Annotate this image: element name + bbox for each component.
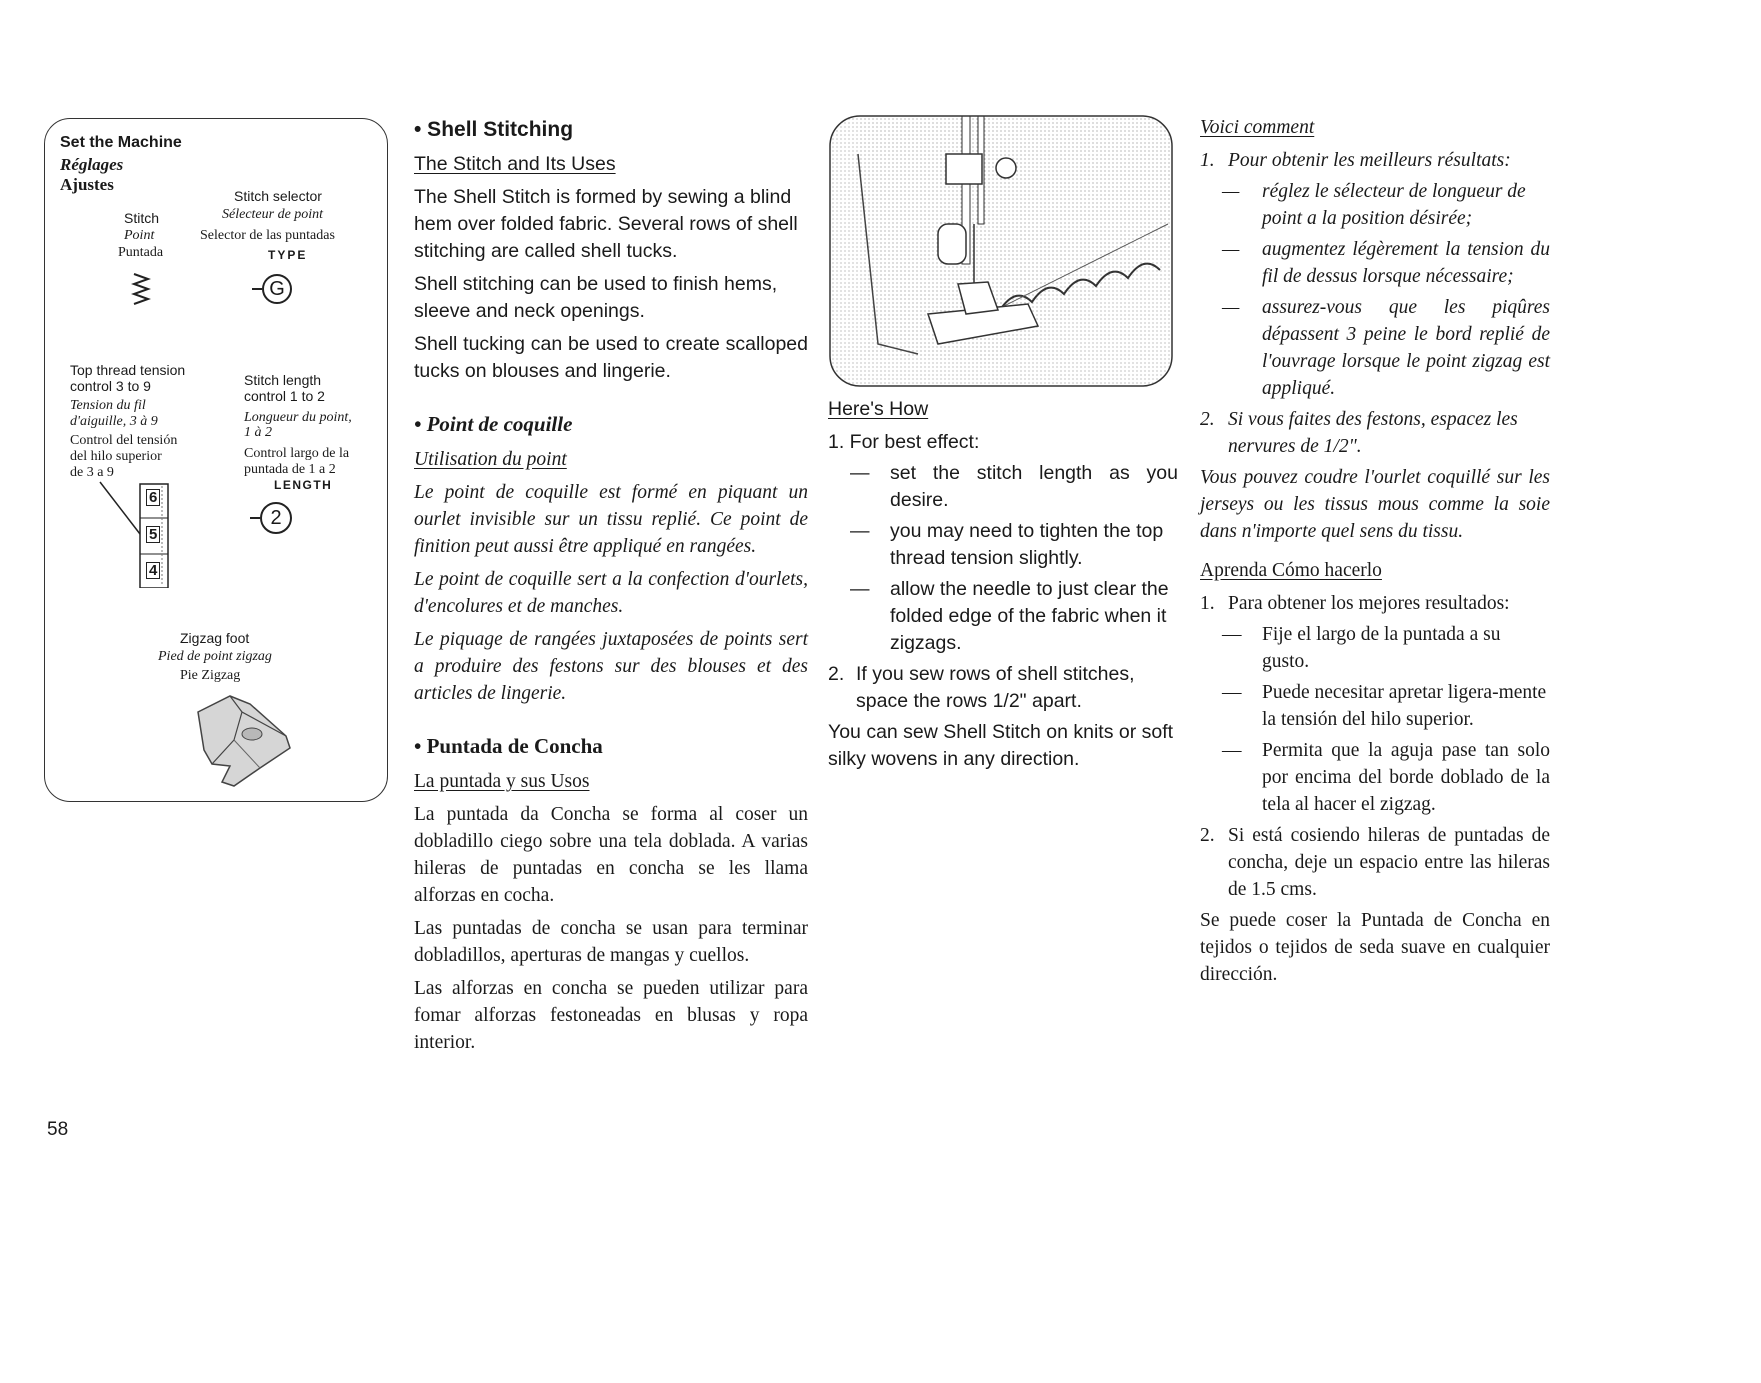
step-1-fr-number: 1. [1200, 150, 1215, 171]
type-dial [262, 274, 292, 304]
foot-label-en: Zigzag foot [180, 630, 250, 646]
length-dial-value: 2 [270, 507, 282, 529]
foot-label-fr: Pied de point zigzag [158, 649, 272, 664]
step-1-en: 1. For best effect: [828, 431, 980, 453]
dash-item-fr-1 [1200, 178, 1550, 232]
dash-item-es-2 [1200, 679, 1550, 733]
step-2-es-text: Si está cosiendo hileras de puntadas de concha, deje un espacio entre las hileras de 1.5 cms. [1228, 825, 1550, 900]
dash-text-fr-2: augmentez légèrement la tension du fil de dessus lorsque nécessaire; [1262, 239, 1550, 287]
stitch-label-es: Puntada [118, 245, 164, 260]
closing-es: Se puede coser la Puntada de Concha en tejidos o tejidos de seda suave en cualquier dirección. [1200, 910, 1550, 985]
heading-heres-how: Here's How [828, 398, 929, 420]
length-dial [260, 502, 292, 534]
dash-item-es-1 [1200, 621, 1550, 675]
step-2-en [828, 661, 1178, 715]
stitch-description-column [414, 116, 808, 1062]
step-1-es-text: Para obtener los mejores resultados: [1228, 593, 1510, 614]
tension-label-en-2: control 3 to 9 [70, 378, 151, 394]
dash-marker: — [850, 578, 870, 600]
tension-dial-graphic [96, 478, 186, 588]
paragraph-es-1: La puntada da Concha se forma al coser un dobladillo ciego sobre una tela doblada. A varias hileras de puntadas en concha se les llama alforzas en cocha. [414, 804, 808, 906]
selector-label-fr: Sélecteur de point [222, 207, 324, 222]
heading-point-de-coquille: • Point de coquille [414, 412, 573, 436]
dash-marker: — [1222, 297, 1240, 318]
tension-label-en-1: Top thread tension [70, 362, 186, 378]
type-dial-value: G [269, 278, 285, 300]
subheading-stitch-uses: The Stitch and Its Uses [414, 153, 616, 175]
selector-label-en: Stitch selector [234, 188, 322, 204]
step-2-en-number: 2. [828, 663, 845, 685]
settings-title-es: Ajustes [60, 175, 114, 194]
tension-label-fr-1: Tension du fil [70, 398, 146, 413]
dash-marker: — [1222, 181, 1240, 202]
how-to-fr-es-column [1200, 114, 1550, 988]
dash-text-es-2: Puede necesitar apretar ligera-mente la tensión del hilo superior. [1262, 682, 1547, 730]
paragraph-fr-2: Le point de coquille sert a la confection d'ourlets, d'encolures et de manches. [414, 569, 808, 617]
paragraph-en-3: Shell tucking can be used to create scalloped tucks on blouses and lingerie. [414, 333, 808, 382]
shell-stitch-pattern-icon [130, 272, 154, 308]
dash-item-en-2 [828, 518, 1178, 572]
step-2-es-number: 2. [1200, 825, 1215, 846]
dash-text-en-2: you may need to tighten the top thread tension slightly. [890, 520, 1164, 569]
dash-text-es-1: Fije el largo de la puntada a su gusto. [1262, 624, 1501, 672]
tension-label-fr-2: d'aiguille, 3 à 9 [70, 414, 158, 429]
dash-item-fr-2 [1200, 236, 1550, 290]
stitch-label-fr: Point [124, 228, 155, 243]
tension-label-es-2: del hilo superior [70, 449, 162, 464]
type-dial-indicator [252, 288, 262, 290]
dash-item-es-3 [1200, 737, 1550, 818]
subheading-utilisation: Utilisation du point [414, 449, 567, 470]
length-label-en-2: control 1 to 2 [244, 388, 325, 404]
tension-value-5: 5 [146, 526, 160, 543]
step-2-fr-text: Si vous faites des festons, espacez les nervures de 1/2". [1228, 409, 1518, 457]
dash-item-fr-3 [1200, 294, 1550, 402]
step-1-es-number: 1. [1200, 593, 1215, 614]
zigzag-foot-illustration [190, 690, 300, 790]
settings-title-fr: Réglages [60, 155, 124, 174]
paragraph-es-3: Las alforzas en concha se pueden utilizar para fomar alforzas festoneadas en blusas y ropa interior. [414, 978, 808, 1053]
type-label: TYPE [268, 248, 308, 262]
tension-value-6: 6 [146, 489, 160, 506]
stitch-label-en: Stitch [124, 210, 160, 226]
dash-marker: — [1222, 740, 1242, 761]
length-label-en-1: Stitch length [244, 372, 322, 388]
dash-marker: — [850, 462, 870, 484]
dash-marker: — [1222, 624, 1242, 645]
tension-label-es-1: Control del tensión [70, 433, 178, 448]
dash-marker: — [1222, 239, 1240, 260]
paragraph-en-1: The Shell Stitch is formed by sewing a blind hem over folded fabric. Several rows of shell stitching are called shell tucks. [414, 186, 798, 262]
paragraph-fr-3: Le piquage de rangées juxtaposées de points sert a produire des festons sur des blouses et des articles de lingerie. [414, 629, 808, 704]
step-2-es [1200, 822, 1550, 903]
step-1-fr-text: Pour obtenir les meilleurs résultats: [1228, 150, 1511, 171]
step-2-fr-number: 2. [1200, 409, 1215, 430]
paragraph-en-2: Shell stitching can be used to finish hems, sleeve and neck openings. [414, 273, 778, 322]
tension-label-es-3: de 3 a 9 [70, 465, 114, 480]
step-1-es [1200, 590, 1550, 617]
dash-text-fr-1: réglez le sélecteur de longueur de point a la position désirée; [1262, 181, 1526, 229]
dash-text-en-1: set the stitch length as you desire. [890, 462, 1178, 511]
step-2-en-text: If you sew rows of shell stitches, space the rows 1/2" apart. [856, 663, 1135, 712]
length-label-fr-2: 1 à 2 [244, 425, 272, 440]
shell-stitch-sewing-illustration [828, 114, 1174, 388]
dash-item-en-1 [828, 460, 1178, 514]
length-dial-indicator [250, 517, 260, 519]
selector-label-es: Selector de las puntadas [200, 228, 335, 243]
how-to-english-column [828, 396, 1178, 773]
step-1-fr [1200, 147, 1550, 174]
heading-aprenda-como: Aprenda Cómo hacerlo [1200, 560, 1382, 581]
dash-text-en-3: allow the needle to just clear the folded edge of the fabric when it zigzags. [890, 578, 1169, 654]
closing-en: You can sew Shell Stitch on knits or soft silky wovens in any direction. [828, 721, 1174, 770]
length-label-es-1: Control largo de la [244, 446, 350, 461]
length-label: LENGTH [274, 478, 333, 492]
length-label-es-2: puntada de 1 a 2 [244, 462, 336, 477]
paragraph-fr-1: Le point de coquille est formé en piquant un ourlet invisible sur un tissu replié. Ce point de finition peut aussi être appliqué en rangées. [414, 482, 808, 557]
settings-title-en: Set the Machine [60, 134, 182, 151]
closing-fr: Vous pouvez coudre l'ourlet coquillé sur les jerseys ou les tissus mous comme la soie dans n'importe quel sens du tissu. [1200, 467, 1550, 542]
heading-shell-stitching: • Shell Stitching [414, 118, 574, 141]
page-number: 58 [47, 1119, 69, 1140]
tension-value-4: 4 [146, 562, 160, 579]
heading-voici-comment: Voici comment [1200, 117, 1315, 138]
dash-marker: — [850, 520, 870, 542]
length-label-fr-1: Longueur du point, [244, 410, 352, 425]
dash-text-fr-3: assurez-vous que les piqûres dépassent 3 peine le bord replié de l'ouvrage lorsque le point zigzag est appliqué. [1262, 297, 1550, 399]
paragraph-es-2: Las puntadas de concha se usan para terminar dobladillos, aperturas de mangas y cuellos. [414, 918, 808, 966]
step-2-fr [1200, 406, 1550, 460]
heading-puntada-de-concha: • Puntada de Concha [414, 734, 603, 758]
subheading-puntada-usos: La puntada y sus Usos [414, 771, 590, 792]
dash-item-en-3 [828, 576, 1178, 657]
dash-text-es-3: Permita que la aguja pase tan solo por encima del borde doblado de la tela al hacer el zigzag. [1262, 740, 1550, 815]
foot-label-es: Pie Zigzag [180, 668, 241, 683]
dash-marker: — [1222, 682, 1242, 703]
